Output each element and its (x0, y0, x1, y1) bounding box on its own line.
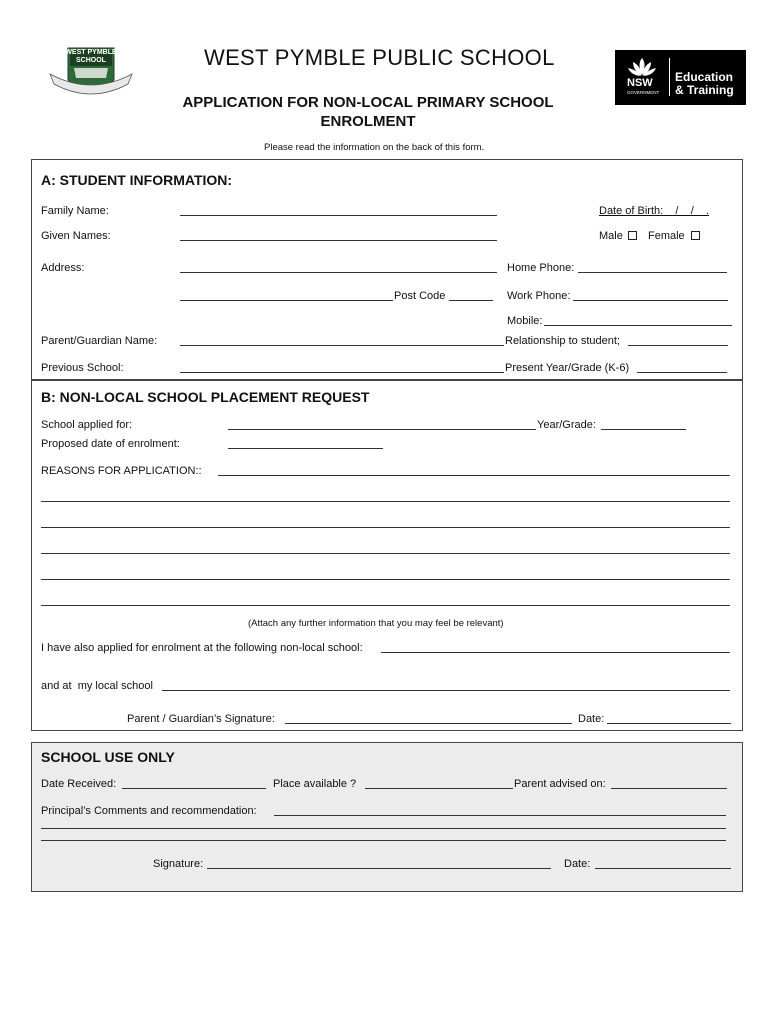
reasons-label: REASONS FOR APPLICATION:: (41, 465, 202, 477)
school-name: WEST PYMBLE PUBLIC SCHOOL (204, 45, 555, 70)
work-phone-field[interactable] (573, 300, 728, 301)
parent-guardian-label: Parent/Guardian Name: (41, 335, 158, 347)
reasons-field-line3[interactable] (41, 527, 730, 528)
work-phone-label: Work Phone: (507, 290, 571, 302)
principal-date-label: Date: (564, 858, 591, 870)
family-name-field[interactable] (180, 215, 497, 216)
dept-line1: Education (675, 70, 734, 84)
year-grade-label: Year/Grade: (537, 419, 596, 431)
reasons-field-line1[interactable] (218, 475, 730, 476)
guardian-date-field[interactable] (607, 723, 731, 724)
reasons-field-line2[interactable] (41, 501, 730, 502)
proposed-date-label: Proposed date of enrolment: (41, 438, 180, 450)
given-names-field[interactable] (180, 240, 497, 241)
nsw-government-text: GOVERNMENT (627, 90, 660, 95)
local-school-label: and at my local school (41, 680, 153, 692)
date-received-field[interactable] (122, 788, 266, 789)
principal-comments-field-line3[interactable] (41, 840, 726, 841)
logo-divider (669, 58, 670, 96)
parent-advised-field[interactable] (611, 788, 727, 789)
form-title-line2: ENROLMENT (320, 113, 416, 130)
previous-school-label: Previous School: (41, 362, 124, 374)
crest-line2: SCHOOL (76, 57, 106, 64)
waratah-icon (625, 56, 659, 78)
proposed-date-field[interactable] (228, 448, 383, 449)
nsw-education-logo (615, 50, 746, 105)
reasons-field-line5[interactable] (41, 579, 730, 580)
nsw-text: NSW (627, 77, 653, 89)
school-applied-field[interactable] (228, 429, 536, 430)
attach-note: (Attach any further information that you may feel be relevant) (248, 618, 504, 629)
post-code-label: Post Code (394, 290, 446, 302)
mobile-field[interactable] (544, 325, 732, 326)
present-year-field[interactable] (637, 372, 727, 373)
guardian-signature-field[interactable] (285, 723, 572, 724)
school-use-heading: SCHOOL USE ONLY (41, 749, 175, 765)
dept-line2: & Training (675, 83, 734, 97)
section-b-heading: B: NON-LOCAL SCHOOL PLACEMENT REQUEST (41, 389, 370, 405)
also-applied-field[interactable] (381, 652, 730, 653)
school-applied-label: School applied for: (41, 419, 133, 431)
instruction-text: Please read the information on the back of this form. (264, 142, 485, 153)
crest-line1: WEST PYMBLE (65, 49, 117, 56)
section-a-box (31, 159, 743, 381)
reasons-field-line4[interactable] (41, 553, 730, 554)
given-names-label: Given Names: (41, 230, 111, 242)
principal-date-field[interactable] (595, 868, 731, 869)
date-received-label: Date Received: (41, 778, 117, 790)
place-available-label: Place available ? (273, 778, 357, 790)
family-name-label: Family Name: (41, 205, 109, 217)
guardian-signature-label: Parent / Guardian’s Signature: (127, 713, 275, 725)
local-school-field[interactable] (162, 690, 730, 691)
principal-comments-label: Principal’s Comments and recommendation: (41, 805, 257, 817)
guardian-date-label: Date: (578, 713, 605, 725)
post-code-field[interactable] (449, 300, 493, 301)
address-label: Address: (41, 262, 85, 274)
parent-advised-label: Parent advised on: (514, 778, 606, 790)
reasons-field-line6[interactable] (41, 605, 730, 606)
parent-guardian-field[interactable] (180, 345, 504, 346)
female-checkbox[interactable] (691, 231, 700, 240)
address-field-line1[interactable] (180, 272, 497, 273)
mobile-label: Mobile: (507, 315, 543, 327)
principal-comments-field-line2[interactable] (41, 828, 726, 829)
female-label: Female (648, 230, 685, 242)
form-title-line1: APPLICATION FOR NON-LOCAL PRIMARY SCHOOL (182, 94, 554, 111)
address-field-line2[interactable] (180, 300, 393, 301)
home-phone-label: Home Phone: (507, 262, 575, 274)
male-label: Male (599, 230, 623, 242)
also-applied-label: I have also applied for enrolment at the following non-local school: (41, 642, 363, 654)
principal-signature-field[interactable] (207, 868, 551, 869)
male-checkbox[interactable] (628, 231, 637, 240)
home-phone-field[interactable] (578, 272, 727, 273)
section-b-box (31, 379, 743, 731)
previous-school-field[interactable] (180, 372, 504, 373)
place-available-field[interactable] (365, 788, 513, 789)
principal-signature-label: Signature: (153, 858, 204, 870)
year-grade-field[interactable] (601, 429, 686, 430)
relationship-label: Relationship to student; (505, 335, 620, 347)
relationship-field[interactable] (628, 345, 728, 346)
present-year-label: Present Year/Grade (K-6) (505, 362, 630, 374)
date-of-birth-field[interactable]: Date of Birth: / / . (599, 205, 710, 217)
principal-comments-field-line1[interactable] (274, 815, 726, 816)
section-a-heading: A: STUDENT INFORMATION: (41, 172, 233, 188)
